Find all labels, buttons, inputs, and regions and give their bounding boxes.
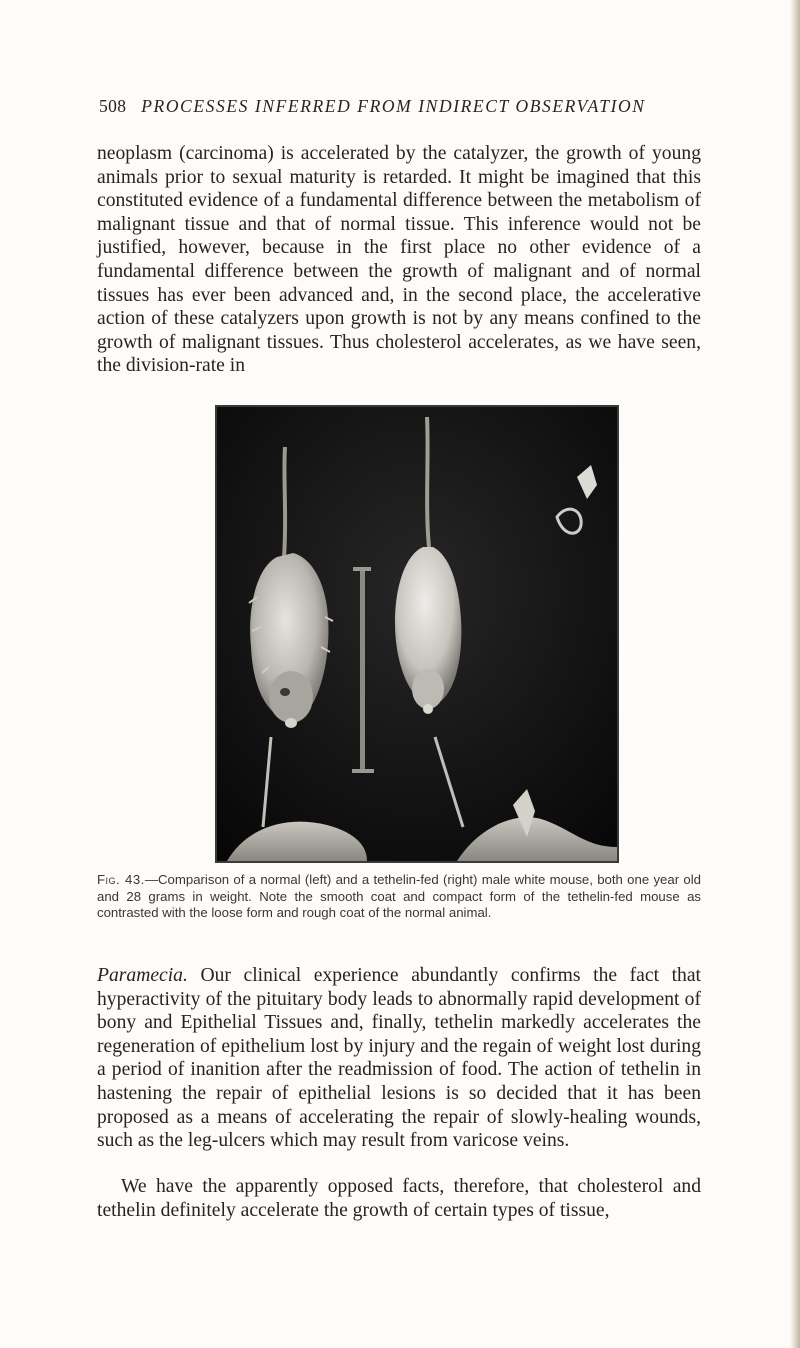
figure-label: Fig. 43. <box>97 872 145 887</box>
mice-photograph <box>217 407 617 861</box>
running-title: PROCESSES INFERRED FROM INDIRECT OBSERVATION <box>141 96 646 116</box>
figure-photo <box>215 405 619 863</box>
page-number: 508 <box>99 96 127 116</box>
paragraph-2-text: Our clinical experience abundantly confirms the fact that hyperactivity of the pituitary body leads to abnormally rapid development of bony and Epithelial Tissues and, finally, tethelin markedly accelerates the regeneration of epithelium lost by injury and the regain of weight lost during a period of inanition after the readmission of food. The action of tethelin in hastening the repair of epithelial lesions is so decided that it has been proposed as a means of accelerating the repair of slowly-healing wounds, such as the leg-ulcers which may result from varicose veins. <box>97 965 701 1152</box>
paragraph-2 <box>97 964 701 1153</box>
paragraph-3: We have the apparently opposed facts, therefore, that cholesterol and tethelin definitely accelerate the growth of certain types of tissue, <box>97 1176 701 1221</box>
page-edge-shadow <box>790 0 800 1348</box>
page-header <box>99 96 699 117</box>
paragraph-1: neoplasm (carcinoma) is accelerated by the catalyzer, the growth of young animals prior to sexual maturity is retarded. It might be imagined that this constituted evidence of a fundamental difference between the metabolism of malignant tissue and that of normal tissue. This inference would not be justified, however, because in the first place no other evidence of a fundamental difference between the growth of malignant and of normal tissues has ever been advanced and, in the second place, the accelerative action of these catalyzers upon growth is not by any means confined to the growth of malignant tissues. Thus cholesterol accelerates, as we have seen, the division-rate in <box>97 143 701 377</box>
figure-caption <box>97 872 701 922</box>
run-in-heading: Paramecia. <box>97 965 188 986</box>
figure-caption-text: —Comparison of a normal (left) and a tethelin-fed (right) male white mouse, both one year old and 28 grams in weight. Note the smooth coat and compact form of the tethelin-fed mouse as contrasted with the loose form and rough coat of the normal animal. <box>97 872 701 921</box>
